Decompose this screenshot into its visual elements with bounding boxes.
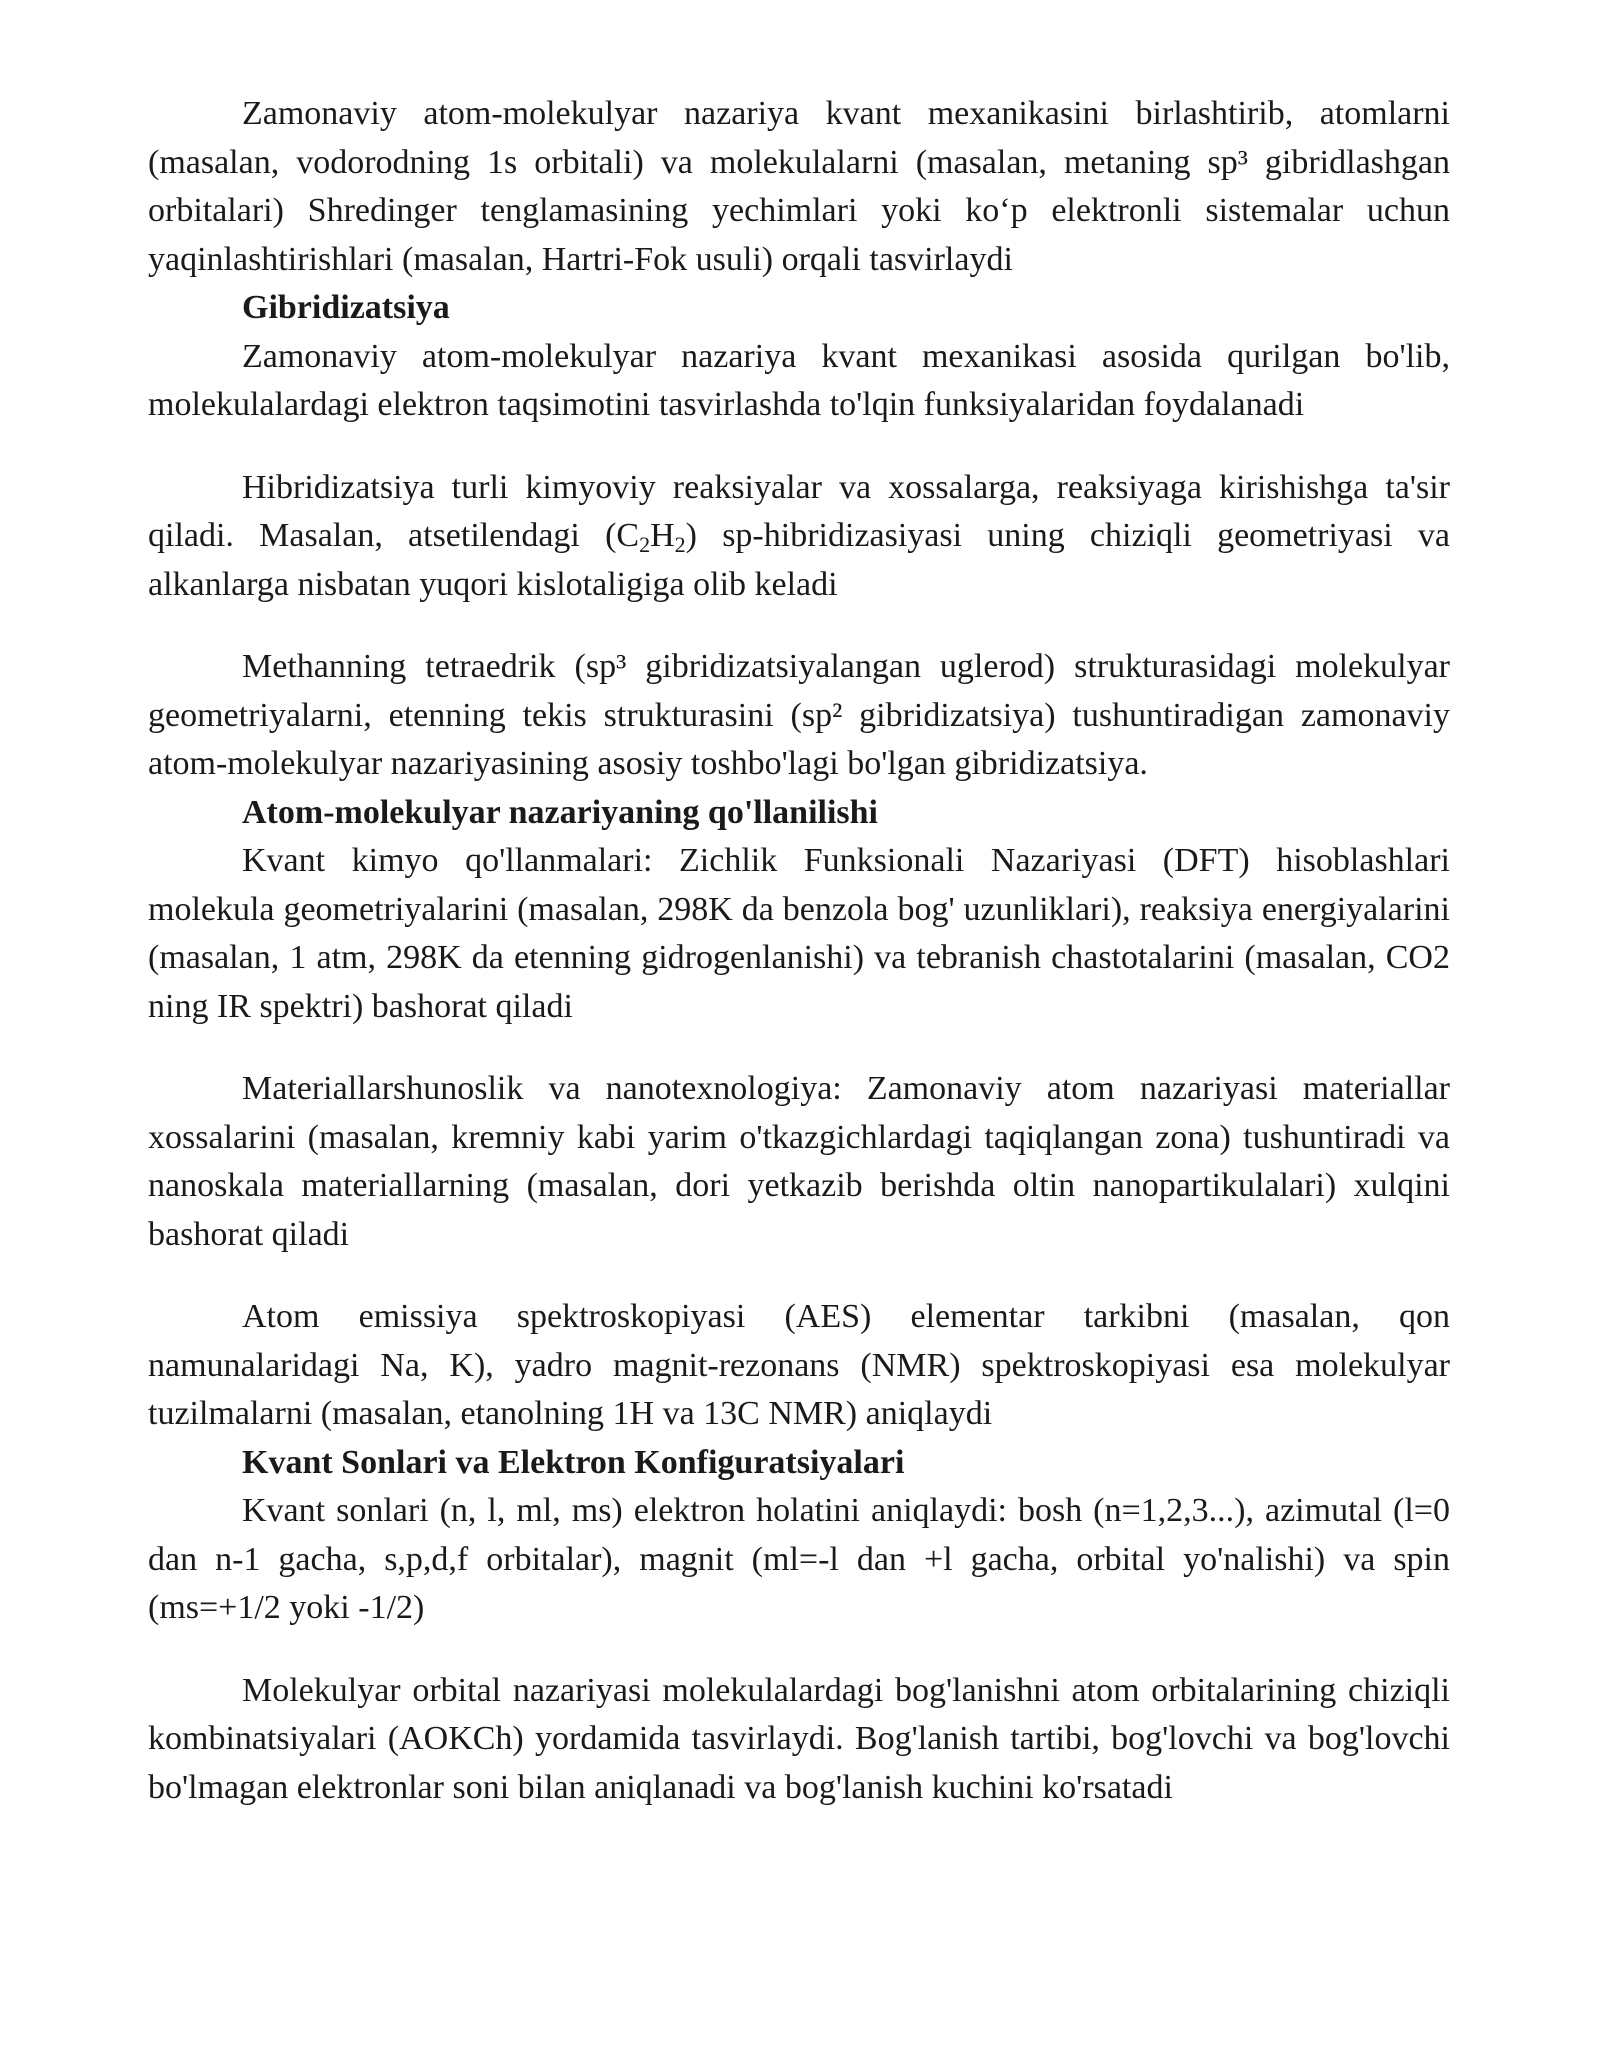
paragraph-molecular-orbital: Molekulyar orbital nazariyasi molekulalardagi bog'lanishni atom orbitalarining chiziqli kombinatsiyalari (AOKCh) yordamida tasvirlaydi. Bog'lanish tartibi, bog'lovchi va bog'lovchi bo'lmagan elektronlar soni bilan aniqlanadi va bog'lanish kuchini ko'rsatadi <box>148 1671 1450 1806</box>
acetylene-h: H <box>650 517 675 554</box>
paragraph-atom-molecular-theory: Zamonaviy atom-molekulyar nazariya kvant mexanikasini birlashtirib, atomlarni (masalan, vodorodning 1s orbitali) va molekulalarni (masalan, metaning sp³ gibridlashgan orbitalari) Shredinger tenglamasining yechimlari yoki ko‘p elektronli sistemalar uchun yaqinlashtirishlari (masalan, Hartri-Fok usuli) orqali tasvirlaydi <box>148 95 1450 278</box>
paragraph-acetylene-hybridization <box>148 464 1450 610</box>
heading-applications: Atom-molekulyar nazariyaning qo'llanilishi <box>242 793 879 831</box>
document-page <box>148 90 1450 1812</box>
paragraph-materials-science: Materiallarshunoslik va nanotexnologiya: Zamonaviy atom nazariyasi materiallar xossalarini (masalan, kremniy kabi yarim o'tkazgichlardagi taqiqlangan zona) tushuntiradi va nanoskala materiallarning (masalan, dori yetkazib berishda oltin nanopartikulalari) xulqini bashorat qiladi <box>148 1070 1450 1253</box>
heading-hybridization: Gibridizatsiya <box>242 289 450 326</box>
subscript-c: 2 <box>639 532 651 557</box>
paragraph-quantum-chemistry: Kvant kimyo qo'llanmalari: Zichlik Funksionali Nazariyasi (DFT) hisoblashlari molekula geometriyalarini (masalan, 298K da benzola bog' uzunliklari), reaksiya energiyalarini (masalan, 1 atm, 298K da etenning gidrogenlanishi) va tebranish chastotalarini (masalan, CO2 ning IR spektri) bashorat qiladi <box>148 842 1450 1025</box>
paragraph-methane-ethene: Methanning tetraedrik (sp³ gibridizatsiyalangan uglerod) strukturasidagi molekulyar geometriyalarni, etenning tekis strukturasini (sp² gibridizatsiya) tushuntiradigan zamonaviy atom-molekulyar nazariyasining asosiy toshbo'lagi bo'lgan gibridizatsiya. <box>148 648 1450 782</box>
subscript-h: 2 <box>674 532 686 557</box>
heading-quantum-numbers: Kvant Sonlari va Elektron Konfiguratsiyalari <box>242 1443 905 1481</box>
paragraph-quantum-numbers: Kvant sonlari (n, l, ml, ms) elektron holatini aniqlaydi: bosh (n=1,2,3...), azimutal (l=0 dan n-1 gacha, s,p,d,f orbitalar), magnit (ml=-l dan +l gacha, orbital yo'nalishi) va spin (ms=+1/2 yoki -1/2) <box>148 1492 1450 1626</box>
paragraph-spectroscopy: Atom emissiya spektroskopiyasi (AES) elementar tarkibni (masalan, qon namunalaridagi Na, K), yadro magnit-rezonans (NMR) spektroskopiyasi esa molekulyar tuzilmalarni (masalan, etanolning 1H va 13C NMR) aniqlaydi <box>148 1298 1450 1432</box>
paragraph-wave-functions: Zamonaviy atom-molekulyar nazariya kvant mexanikasi asosida qurilgan bo'lib, molekulalardagi elektron taqsimotini tasvirlashda to'lqin funksiyalaridan foydalanadi <box>148 337 1450 423</box>
acetylene-text-end: ) sp-hibridizasiyasi uning chiziqli geometriyasi va alkanlarga nisbatan yuqori kislotaligiga olib keladi <box>148 517 1451 603</box>
acetylene-text-start: Hibridizatsiya turli kimyoviy reaksiyalar va xossalarga, reaksiyaga kirishishga ta'sir qiladi. Masalan, atsetilendagi (C <box>148 468 1450 554</box>
